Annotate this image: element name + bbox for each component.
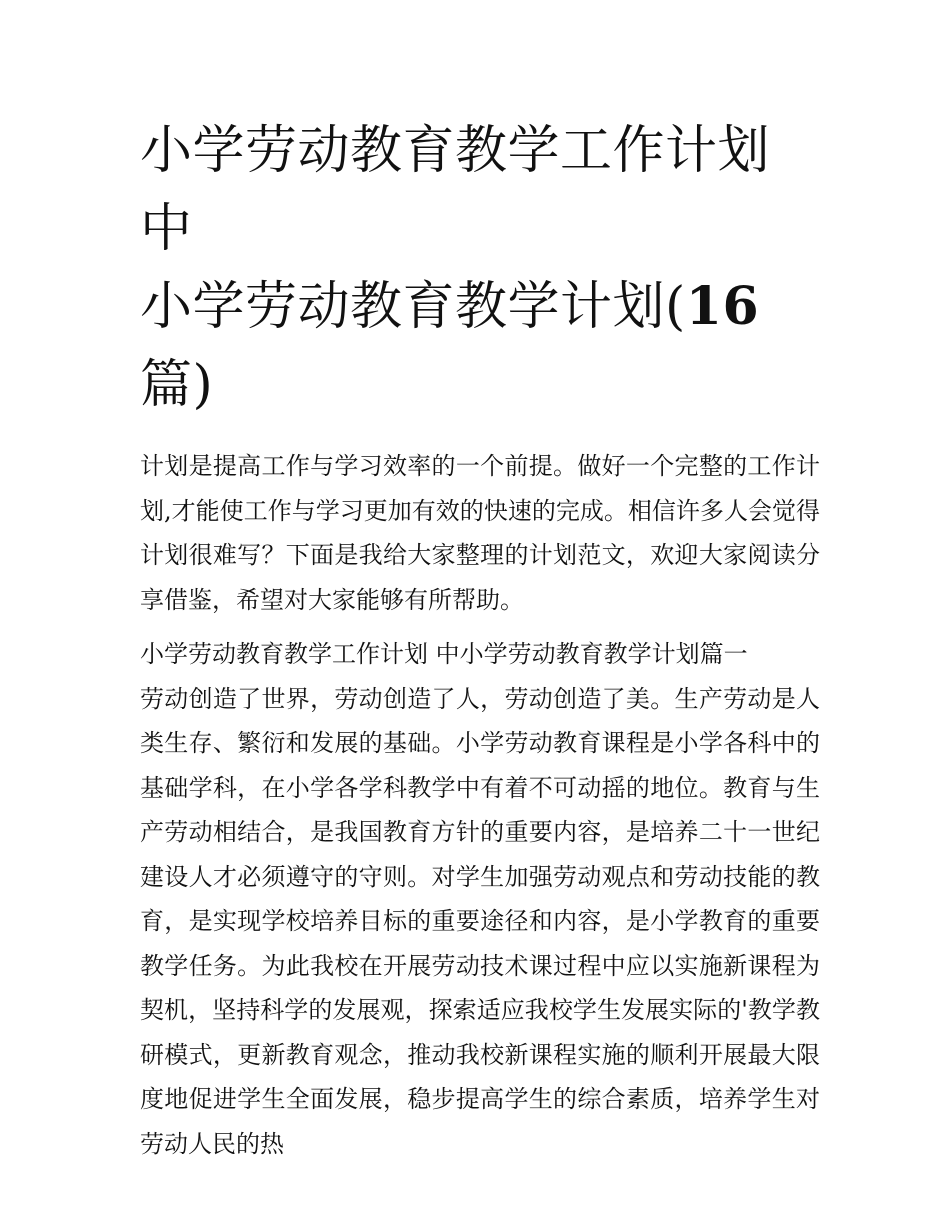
body-paragraph: 劳动创造了世界，劳动创造了人，劳动创造了美。生产劳动是人类生存、繁衍和发展的基础。小学劳动教育课程是小学各科中的基础学科，在小学各学科教学中有着不可动摇的地位。教育与生产劳动相结合，是我国教育方针的重要内容，是培养二十一世纪建设人才必须遵守的守则。对学生加强劳动观点和劳动技能的教育，是实现学校培养目标的重要途径和内容，是小学教育的重要教学任务。为此我校在开展劳动技术课过程中应以实施新课程为契机，坚持科学的发展观，探索适应我校学生发展实际的'教学教研模式，更新教育观念，推动我校新课程实施的顺利开展最大限度地促进学生全面发展，稳步提高学生的综合素质，培养学生对劳动人民的热 <box>140 684 820 1158</box>
intro-paragraph: 计划是提高工作与学习效率的一个前提。做好一个完整的工作计划,才能使工作与学习更加有效的快速的完成。相信许多人会觉得计划很难写？下面是我给大家整理的计划范文，欢迎大家阅读分享借鉴，希望对大家能够有所帮助。 <box>140 452 820 614</box>
title-line-2-prefix: 小学劳动教育教学计划( <box>140 277 686 337</box>
title-line-2-suffix: 篇) <box>140 355 214 415</box>
document-page <box>140 112 820 1166</box>
document-title <box>140 112 820 424</box>
title-line-1: 小学劳动教育教学工作计划 中 <box>140 121 771 259</box>
section-heading: 小学劳动教育教学工作计划 中小学劳动教育教学计划篇一 <box>140 640 748 668</box>
title-line-2-number: 16 <box>685 276 760 337</box>
